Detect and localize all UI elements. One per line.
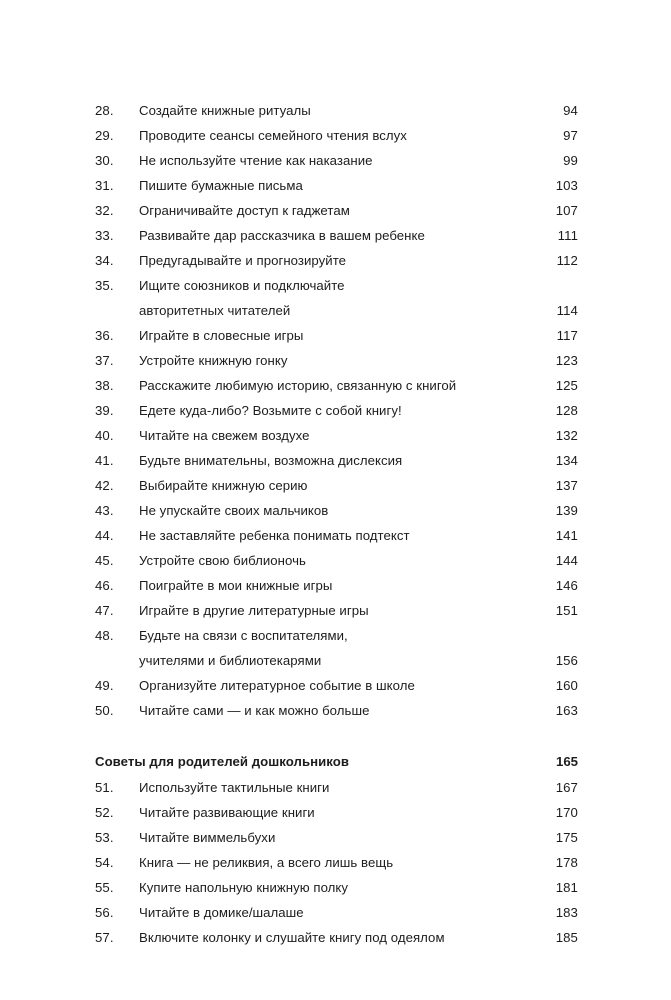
- toc-entry-title-line: Купите напольную книжную полку: [139, 880, 349, 895]
- toc-entry[interactable]: [95, 273, 578, 323]
- toc-entry-title: [139, 850, 534, 875]
- toc-entry-number: 28.: [95, 103, 114, 118]
- toc-entry-title-line: Включите колонку и слушайте книгу под одеялом: [139, 930, 445, 945]
- toc-entry-page-number: 178: [555, 855, 578, 870]
- toc-entry-title: [139, 448, 534, 473]
- toc-entry-title-line: Не используйте чтение как наказание: [139, 153, 373, 168]
- toc-entry-number: 48.: [95, 628, 114, 643]
- toc-entry-title: [139, 123, 534, 148]
- toc-entry[interactable]: [95, 698, 578, 723]
- toc-entry[interactable]: [95, 473, 578, 498]
- toc-entry-title-line: Устройте свою библионочь: [139, 553, 306, 568]
- toc-entry-title-line: Книга — не реликвия, а всего лишь вещь: [139, 855, 394, 870]
- toc-entry-page-number: 132: [555, 428, 578, 443]
- toc-entry-page-number: 117: [556, 328, 578, 343]
- toc-entry-title-line: Расскажите любимую историю, связанную с книгой: [139, 378, 457, 393]
- toc-entry-title: [139, 373, 534, 398]
- toc-entry-page-number: 181: [555, 880, 578, 895]
- toc-entry-title-line: Играйте в другие литературные игры: [139, 603, 369, 618]
- toc-entry-title-line: Читайте сами — и как можно больше: [139, 703, 370, 718]
- toc-entry[interactable]: [95, 198, 578, 223]
- toc-entry-title-line-continued: авторитетных читателей: [139, 303, 291, 318]
- toc-entry-title-line: Едете куда-либо? Возьмите с собой книгу!: [139, 403, 402, 418]
- toc-entry-page-number: 183: [555, 905, 578, 920]
- toc-entry-number: 41.: [95, 453, 114, 468]
- toc-entry-page-number: 144: [555, 553, 578, 568]
- toc-entry-number: 38.: [95, 378, 114, 393]
- toc-entry-page-number: 167: [555, 780, 578, 795]
- toc-entry-number: 50.: [95, 703, 114, 718]
- toc-entry-page-number: 146: [555, 578, 578, 593]
- toc-entry-page-number: 175: [555, 830, 578, 845]
- toc-entry-title-line: Читайте виммельбухи: [139, 830, 276, 845]
- toc-entry-page-number: 139: [555, 503, 578, 518]
- toc-entry-number: 45.: [95, 553, 114, 568]
- toc-entry-title-line: Не заставляйте ребенка понимать подтекст: [139, 528, 410, 543]
- toc-entry-number: 34.: [95, 253, 114, 268]
- toc-entry[interactable]: [95, 850, 578, 875]
- toc-entry-number: 39.: [95, 403, 114, 418]
- toc-entry[interactable]: [95, 573, 578, 598]
- toc-entry-title: [139, 825, 534, 850]
- toc-entry-title: [139, 348, 534, 373]
- toc-entry-page-number: 94: [563, 103, 578, 118]
- toc-entry-number: 30.: [95, 153, 114, 168]
- toc-entry-title: [139, 875, 534, 900]
- toc-entry[interactable]: [95, 98, 578, 123]
- toc-entry-page-number: 103: [555, 178, 578, 193]
- toc-entry-title: [139, 698, 534, 723]
- toc-entry[interactable]: [95, 875, 578, 900]
- toc-entry-title: [139, 248, 534, 273]
- toc-entry[interactable]: [95, 248, 578, 273]
- toc-entry[interactable]: [95, 373, 578, 398]
- toc-entry[interactable]: [95, 925, 578, 950]
- toc-entry-title-line: Развивайте дар рассказчика в вашем ребенке: [139, 228, 425, 243]
- toc-entry-title: [139, 423, 534, 448]
- toc-entry-title: [139, 775, 534, 800]
- toc-entry-title-line: Не упускайте своих мальчиков: [139, 503, 329, 518]
- toc-entry-title: [139, 598, 534, 623]
- toc-entry[interactable]: [95, 448, 578, 473]
- toc-entry-title: [139, 223, 534, 248]
- toc-entry-page-number: 114: [556, 303, 578, 318]
- toc-entry[interactable]: [95, 523, 578, 548]
- toc-entry-title: [139, 198, 534, 223]
- toc-entry-number: 42.: [95, 478, 114, 493]
- toc-entry-number: 32.: [95, 203, 114, 218]
- toc-entry-title: [139, 148, 534, 173]
- toc-entry[interactable]: [95, 825, 578, 850]
- toc-entry-title-line: Проводите сеансы семейного чтения вслух: [139, 128, 407, 143]
- toc-entry-title: [139, 623, 534, 673]
- toc-entry-number: 46.: [95, 578, 114, 593]
- toc-entry[interactable]: [95, 223, 578, 248]
- toc-entry-title: [139, 498, 534, 523]
- toc-entry-number: 37.: [95, 353, 114, 368]
- toc-section-heading[interactable]: [95, 749, 578, 774]
- toc-entry-page-number: 123: [555, 353, 578, 368]
- toc-entry-title: [139, 925, 534, 950]
- toc-entry-title-line: Ограничивайте доступ к гаджетам: [139, 203, 350, 218]
- table-of-contents: [95, 98, 578, 950]
- toc-entry-page-number: 107: [555, 203, 578, 218]
- toc-entry-page-number: 134: [555, 453, 578, 468]
- toc-section-page-number: 165: [555, 754, 578, 769]
- toc-entry-title-line: Пишите бумажные письма: [139, 178, 303, 193]
- toc-entry-number: 56.: [95, 905, 114, 920]
- toc-entry[interactable]: [95, 498, 578, 523]
- toc-entry-title-line: Поиграйте в мои книжные игры: [139, 578, 333, 593]
- toc-entry-number: 35.: [95, 278, 114, 293]
- toc-entry-title: [139, 800, 534, 825]
- toc-entry-number: 47.: [95, 603, 114, 618]
- toc-entry-title: [139, 573, 534, 598]
- toc-entry[interactable]: [95, 173, 578, 198]
- toc-entry[interactable]: [95, 673, 578, 698]
- toc-entry-page-number: 163: [555, 703, 578, 718]
- toc-entry-page-number: 141: [555, 528, 578, 543]
- toc-entry-number: 55.: [95, 880, 114, 895]
- toc-entry[interactable]: [95, 623, 578, 673]
- toc-entry-title: [139, 523, 534, 548]
- toc-entry[interactable]: [95, 398, 578, 423]
- toc-entry-title-line: Будьте на связи с воспитателями,: [139, 628, 348, 643]
- toc-entry-number: 53.: [95, 830, 114, 845]
- toc-entry-number: 36.: [95, 328, 114, 343]
- toc-entry-title-line: Выбирайте книжную серию: [139, 478, 308, 493]
- toc-entry[interactable]: [95, 348, 578, 373]
- toc-entry[interactable]: [95, 123, 578, 148]
- toc-entry-number: 31.: [95, 178, 114, 193]
- toc-entry[interactable]: [95, 423, 578, 448]
- toc-entry-page-number: 170: [555, 805, 578, 820]
- toc-entry-title-line: Играйте в словесные игры: [139, 328, 304, 343]
- toc-entry-number: 40.: [95, 428, 114, 443]
- toc-entry-title-line: Создайте книжные ритуалы: [139, 103, 311, 118]
- toc-entry-number: 57.: [95, 930, 114, 945]
- toc-entry-number: 54.: [95, 855, 114, 870]
- toc-entry-number: 33.: [95, 228, 114, 243]
- toc-entry-title: [139, 323, 534, 348]
- toc-entry-number: 49.: [95, 678, 114, 693]
- toc-entry-number: 44.: [95, 528, 114, 543]
- toc-entry-page-number: 99: [563, 153, 578, 168]
- toc-entry-page-number: 97: [563, 128, 578, 143]
- toc-section-title: Советы для родителей дошкольников: [95, 754, 350, 769]
- toc-entry-page-number: 160: [555, 678, 578, 693]
- toc-entry[interactable]: [95, 775, 578, 800]
- toc-entry-title: [139, 98, 534, 123]
- toc-entry-title-line: Читайте в домике/шалаше: [139, 905, 304, 920]
- toc-entry-page-number: 111: [557, 228, 578, 243]
- toc-entry[interactable]: [95, 900, 578, 925]
- toc-entry[interactable]: [95, 323, 578, 348]
- toc-entry-title: [139, 273, 534, 323]
- toc-entry[interactable]: [95, 800, 578, 825]
- toc-entry-title-line: Устройте книжную гонку: [139, 353, 288, 368]
- toc-entry[interactable]: [95, 598, 578, 623]
- toc-entry-title: [139, 173, 534, 198]
- toc-entry-page-number: 151: [555, 603, 578, 618]
- toc-entry-title: [139, 398, 534, 423]
- toc-entry-page-number: 125: [555, 378, 578, 393]
- toc-entry-number: 43.: [95, 503, 114, 518]
- toc-entry-title-line-continued: учителями и библиотекарями: [139, 653, 322, 668]
- toc-entry-page-number: 137: [555, 478, 578, 493]
- toc-entry[interactable]: [95, 148, 578, 173]
- toc-entry-page-number: 112: [556, 253, 578, 268]
- toc-entry-title-line: Организуйте литературное событие в школе: [139, 678, 415, 693]
- toc-entry-page-number: 185: [555, 930, 578, 945]
- toc-entry-title-line: Предугадывайте и прогнозируйте: [139, 253, 347, 268]
- toc-entry-number: 29.: [95, 128, 114, 143]
- toc-entry[interactable]: [95, 548, 578, 573]
- toc-entry-number: 51.: [95, 780, 114, 795]
- toc-entry-title-line: Ищите союзников и подключайте: [139, 278, 345, 293]
- toc-entry-page-number: 156: [555, 653, 578, 668]
- toc-entry-title: [139, 673, 534, 698]
- toc-entry-title-line: Используйте тактильные книги: [139, 780, 330, 795]
- toc-entry-page-number: 128: [555, 403, 578, 418]
- toc-entry-number: 52.: [95, 805, 114, 820]
- toc-entry-title: [139, 548, 534, 573]
- toc-entry-title: [139, 900, 534, 925]
- toc-entry-title-line: Читайте на свежем воздухе: [139, 428, 310, 443]
- toc-entry-title: [139, 473, 534, 498]
- toc-entry-title-line: Читайте развивающие книги: [139, 805, 315, 820]
- toc-entry-title-line: Будьте внимательны, возможна дислексия: [139, 453, 403, 468]
